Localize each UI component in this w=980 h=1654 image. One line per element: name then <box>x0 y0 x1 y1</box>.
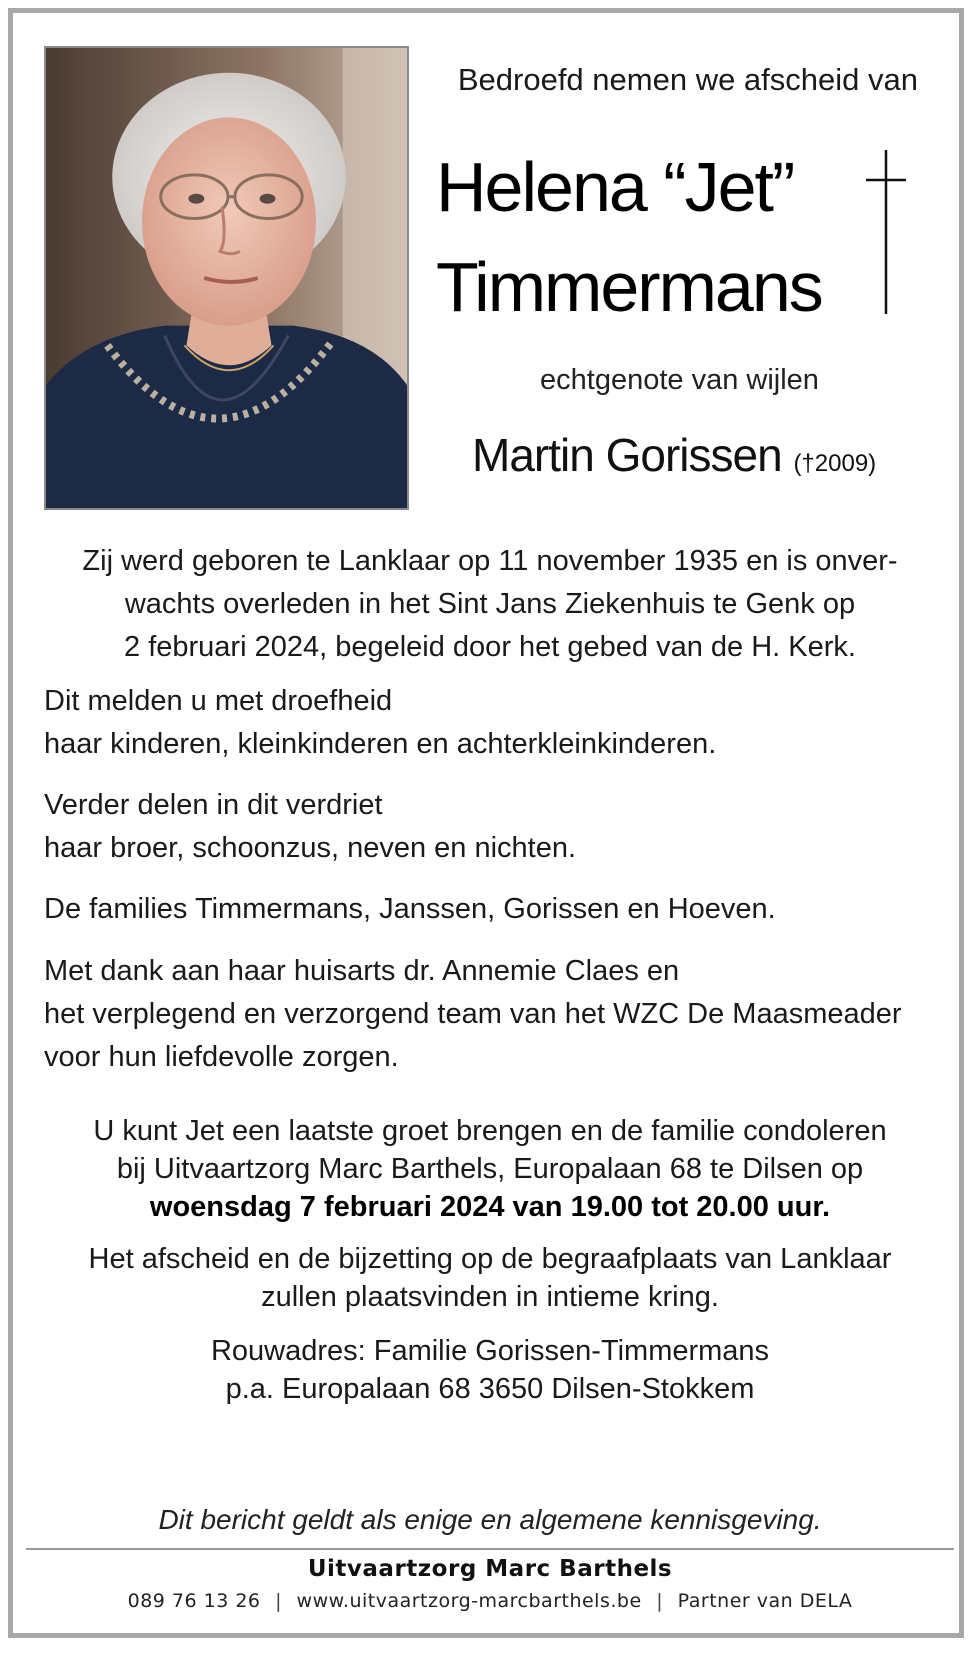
birth-line: wachts overleden in het Sint Jans Ziekenhuis te Genk op <box>124 588 856 620</box>
footer-separator: | <box>275 1590 282 1612</box>
birth-line: Zij werd geboren te Lanklaar op 11 november 1935 en is onver- <box>82 545 898 577</box>
farewell-line: Het afscheid en de bijzetting op de begraafplaats van Lanklaar <box>88 1243 892 1275</box>
footer-phone: 089 76 13 26 <box>127 1590 261 1612</box>
portrait-image <box>46 48 407 508</box>
portrait-photo <box>44 46 409 510</box>
visitation-line: U kunt Jet een laatste groet brengen en de familie condoleren <box>93 1115 887 1147</box>
birth-line: 2 februari 2024, begeleid door het gebed van de H. Kerk. <box>124 631 856 663</box>
announcers-line: Dit melden u met droefheid <box>44 685 393 717</box>
farewell-line: zullen plaatsvinden in intieme kring. <box>261 1281 719 1313</box>
address-line: p.a. Europalaan 68 3650 Dilsen-Stokkem <box>225 1373 755 1405</box>
thanks-paragraph <box>44 950 902 1079</box>
intro-text: Bedroefd nemen we afscheid van <box>457 62 918 97</box>
deceased-first-name: Helena “Jet” <box>436 148 794 226</box>
farewell-paragraph <box>30 1240 950 1316</box>
sharers-line: Verder delen in dit verdriet <box>44 789 383 821</box>
footer-website-link[interactable]: www.uitvaartzorg-marcbarthels.be <box>296 1590 642 1612</box>
footer-partner: Partner van DELA <box>677 1590 853 1612</box>
spouse-name: Martin Gorissen <box>472 429 782 481</box>
footer-company: Uitvaartzorg Marc Barthels <box>307 1556 673 1582</box>
announcers-line: haar kinderen, kleinkinderen en achterkleinkinderen. <box>44 728 717 760</box>
announcers-paragraph <box>44 680 716 766</box>
visitation-line: bij Uitvaartzorg Marc Barthels, Europalaan 68 te Dilsen op <box>116 1153 864 1185</box>
cross-icon <box>866 150 906 314</box>
thanks-line: Met dank aan haar huisarts dr. Annemie Claes en <box>44 955 680 987</box>
sharers-paragraph <box>44 784 576 870</box>
spouse-name-line <box>472 428 876 482</box>
disclaimer: Dit bericht geldt als enige en algemene kennisgeving. <box>158 1504 822 1535</box>
spouse-death-year: (†2009) <box>793 450 877 477</box>
deceased-last-name: Timmermans <box>436 248 822 326</box>
address-paragraph <box>30 1332 950 1408</box>
visitation-date: woensdag 7 februari 2024 van 19.00 tot 20.00 uur. <box>149 1191 831 1223</box>
visitation-paragraph <box>30 1112 950 1226</box>
footer-contact <box>0 1590 980 1612</box>
birth-paragraph <box>40 540 940 669</box>
thanks-line: voor hun liefdevolle zorgen. <box>44 1041 399 1073</box>
sharers-line: haar broer, schoonzus, neven en nichten. <box>44 832 577 864</box>
families-line: De families Timmermans, Janssen, Gorissen en Hoeven. <box>44 893 776 925</box>
footer-separator: | <box>656 1590 664 1612</box>
families-paragraph <box>44 888 776 931</box>
footer-divider <box>26 1548 954 1550</box>
spouse-label: echtgenote van wijlen <box>540 364 819 396</box>
thanks-line: het verplegend en verzorgend team van het WZC De Maasmeader <box>44 998 902 1030</box>
address-line: Rouwadres: Familie Gorissen-Timmermans <box>210 1335 770 1367</box>
